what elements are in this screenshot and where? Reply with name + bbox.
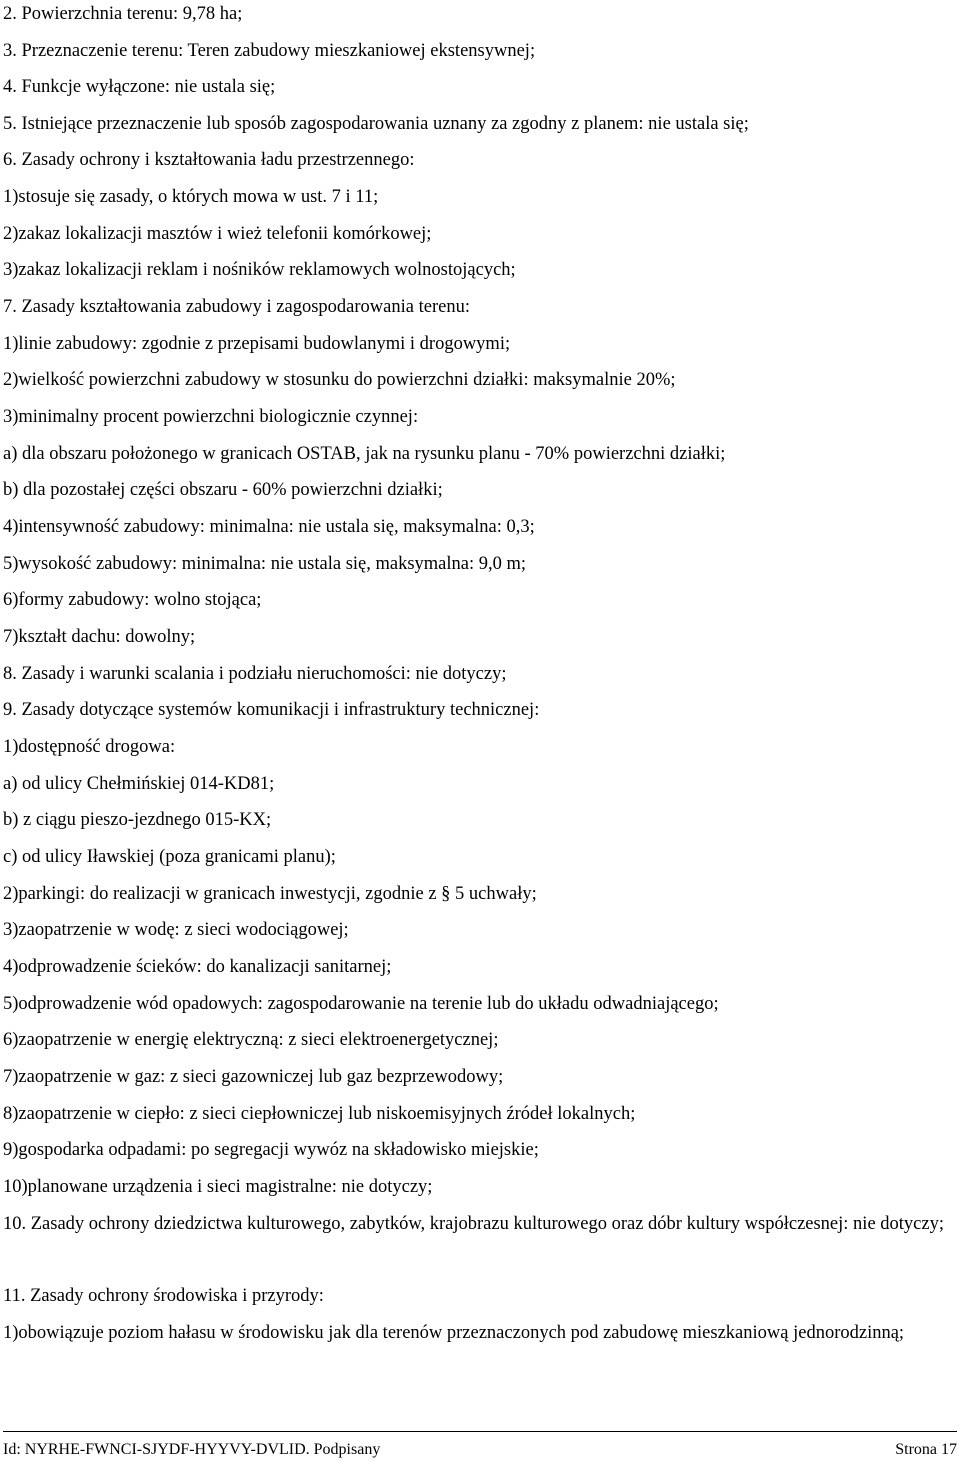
text-line: 4)odprowadzenie ścieków: do kanalizacji sanitarnej; <box>3 957 392 977</box>
text-line: 4. Funkcje wyłączone: nie ustala się; <box>3 77 276 97</box>
section-heading: 9. Zasady dotyczące systemów komunikacji i infrastruktury technicznej: <box>3 700 540 720</box>
text-line: 5. Istniejące przeznaczenie lub sposób zagospodarowania uznany za zgodny z planem: nie ustala się; <box>3 114 749 134</box>
section-heading: 7. Zasady kształtowania zabudowy i zagospodarowania terenu: <box>3 297 470 317</box>
text-line: c) od ulicy Iławskiej (poza granicami planu); <box>3 847 336 867</box>
text-line: 1)stosuje się zasady, o których mowa w ust. 7 i 11; <box>3 187 379 207</box>
section-paragraph: 10. Zasady ochrony dziedzictwa kulturowego, zabytków, krajobrazu kulturowego oraz dóbr kultury współczesnej: nie dotyczy; <box>3 1214 944 1234</box>
text-line: 10)planowane urządzenia i sieci magistralne: nie dotyczy; <box>3 1177 433 1197</box>
text-line: b) z ciągu pieszo-jezdnego 015-KX; <box>3 810 272 830</box>
text-line: 6)zaopatrzenie w energię elektryczną: z sieci elektroenergetycznej; <box>3 1030 499 1050</box>
text-line: 5)odprowadzenie wód opadowych: zagospodarowanie na terenie lub do układu odwadniającego; <box>3 994 719 1014</box>
text-line: 8)zaopatrzenie w ciepło: z sieci ciepłowniczej lub niskoemisyjnych źródeł lokalnych; <box>3 1104 636 1124</box>
document-id: Id: NYRHE-FWNCI-SJYDF-HYYVY-DVLID. Podpisany <box>3 1441 381 1458</box>
footer-divider <box>3 1431 957 1432</box>
text-paragraph: 1)obowiązuje poziom hałasu w środowisku jak dla terenów przeznaczonych pod zabudowę mieszkaniową jednorodzinną; <box>3 1323 905 1343</box>
page-number: Strona 17 <box>895 1441 957 1458</box>
text-line: 1)linie zabudowy: zgodnie z przepisami budowlanymi i drogowymi; <box>3 334 511 354</box>
text-line: 2)zakaz lokalizacji masztów i wież telefonii komórkowej; <box>3 224 432 244</box>
text-line: a) od ulicy Chełmińskiej 014-KD81; <box>3 774 275 794</box>
text-line: 2)parkingi: do realizacji w granicach inwestycji, zgodnie z § 5 uchwały; <box>3 884 537 904</box>
text-line: 9)gospodarka odpadami: po segregacji wywóz na składowisko miejskie; <box>3 1140 539 1160</box>
text-line: 1)dostępność drogowa: <box>3 737 176 757</box>
text-line: 6)formy zabudowy: wolno stojąca; <box>3 590 262 610</box>
text-line: 7)kształt dachu: dowolny; <box>3 627 196 647</box>
text-line: a) dla obszaru położonego w granicach OSTAB, jak na rysunku planu - 70% powierzchni działki; <box>3 444 726 464</box>
text-line: 5)wysokość zabudowy: minimalna: nie ustala się, maksymalna: 9,0 m; <box>3 554 527 574</box>
text-line: 3)zakaz lokalizacji reklam i nośników reklamowych wolnostojących; <box>3 260 516 280</box>
text-line: 3. Przeznaczenie terenu: Teren zabudowy mieszkaniowej ekstensywnej; <box>3 41 536 61</box>
text-line: 3)minimalny procent powierzchni biologicznie czynnej: <box>3 407 419 427</box>
section-heading: 11. Zasady ochrony środowiska i przyrody: <box>3 1286 324 1306</box>
section-heading: 6. Zasady ochrony i kształtowania ładu przestrzennego: <box>3 150 415 170</box>
text-line: 3)zaopatrzenie w wodę: z sieci wodociągowej; <box>3 920 349 940</box>
text-line: 4)intensywność zabudowy: minimalna: nie ustala się, maksymalna: 0,3; <box>3 517 535 537</box>
text-line: b) dla pozostałej części obszaru - 60% powierzchni działki; <box>3 480 443 500</box>
text-line: 7)zaopatrzenie w gaz: z sieci gazowniczej lub gaz bezprzewodowy; <box>3 1067 504 1087</box>
text-line: 2. Powierzchnia terenu: 9,78 ha; <box>3 4 243 24</box>
text-line: 2)wielkość powierzchni zabudowy w stosunku do powierzchni działki: maksymalnie 20%; <box>3 370 676 390</box>
section-heading: 8. Zasady i warunki scalania i podziału nieruchomości: nie dotyczy; <box>3 664 507 684</box>
